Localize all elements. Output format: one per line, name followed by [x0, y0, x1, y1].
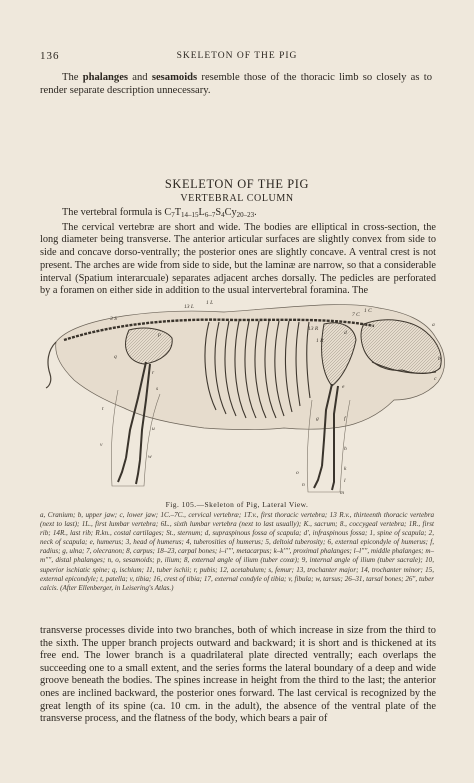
vertebral-text	[40, 207, 436, 298]
cervical-bold: cervical vertebræ	[81, 221, 155, 233]
intro-bold-phalanges: phalanges	[82, 72, 129, 83]
formula-s: S	[215, 207, 222, 218]
label-3s: 3 S	[110, 316, 117, 322]
label-o: o	[296, 470, 299, 476]
transverse-paragraph: transverse processes divide into two branches, both of which increase in size from the third to the sixth. The upper branch projects outward and backward; it is short and is thickened at its free end. The lower branch is a quadrilateral plate directed ventrally; each overlaps the succeeding one to a small extent, and the series forms the lateral boundary of a deep and wide groove beneath the bodies. The spines increase in height from the third to the last; the anterior ones are inclined backward, the posterior ones forward. The last cervical is recognized by the great length of its spine (ca. 10 cm. in the adult), the absence of the ventral plate of the transverse process, and the flatness of the body, which bears a pair of	[40, 625, 436, 725]
label-n: n	[302, 482, 305, 488]
section-title: SKELETON OF THE PIG	[164, 177, 310, 191]
label-1l: 1 L	[206, 300, 214, 306]
cervical-text: are short and wide. The bodies are elliptical in cross-section, the long diameter being transverse. The anterior articular surfaces are slightly convex from side to side and concave dorso-ventrally; the posterior ones are slightly concave. A ventral crest is not present. The arches are wide from side to side, but the laminæ are narrow, so that a considerable interval (Spatium interarcuale) separates adjacent arches dorsally. The pedicles are perforated by a foramen on either side in addition to the usual intervertebral foramina. The	[40, 221, 436, 297]
label-13r: 13 R	[308, 326, 319, 332]
label-7c: 7 C	[352, 312, 360, 318]
formula-t: T	[174, 207, 182, 218]
label-b: b	[438, 356, 441, 362]
label-s: s	[156, 386, 159, 392]
label-k: k	[344, 466, 347, 472]
formula-t-sub: 14–15	[181, 211, 199, 219]
label-13l: 13 L	[184, 304, 194, 310]
figure-caption: Fig. 105.—Skeleton of Pig, Lateral View.	[165, 500, 309, 509]
label-v: v	[100, 442, 103, 448]
formula-l-sub: 6–7	[204, 211, 216, 219]
intro-text-b: and	[128, 72, 152, 83]
label-m: m	[340, 490, 344, 496]
formula-cy-sub: 20–23	[236, 211, 255, 219]
formula-c-sub: 7	[171, 211, 175, 219]
label-e: e	[342, 384, 345, 390]
pig-skeleton-figure	[34, 290, 454, 500]
label-h: h	[344, 446, 347, 452]
label-1c: 1 C	[364, 308, 372, 314]
running-head	[40, 50, 434, 64]
figure-legend: a, Cranium; b, upper jaw; c, lower jaw; 1C.–7C., cervical vertebræ; 1T.v., first thoracic vertebra; 13 R.v., thirteenth thoracic vertebra (next to last); 1L., first lumbar vertebra; 6L., sixth lumbar vertebra (next to last usually); K., sacrum; 8., coccygeal vertebra; 1R., first rib; 14R., last rib; R.kn., costal cartilages; St., sternum; d, supraspinous fossa of scapula; d′, infraspinous fossa; 1, spine of scapula; 2, neck of scapula; e, humerus; 3, head of humerus; 4, tuberosities of humerus; 5, deltoid tuberosity; 6, external epicondyle of humerus; f, radius; g, ulna; 7, olecranon; 8, carpus; 18–23, carpal bones; i–i′′′′, metacarpus; k–k′′′′, proximal phalanges; l–l′′′′, middle phalanges; m–m′′′′, distal phalanges; n, o, sesamoids; p, ilium; 8, external angle of ilium (tuber coxæ); 9, internal angle of ilium (tuber sacrale); 10, superior ischiatic spine; q, ischium; 11, tuber ischii; r, pubis; 12, acetabulum; s, femur; 13, trochanter major; 14, trochanter minor; 15, external epicondyle; t, patella; v, tibia; 16, crest of tibia; 17, external condyle of tibia; v, fibula; w, tarsus; 26–31, tarsal bones; 26″, tuber calcis. (After Ellenberger, in Leisering's Atlas.)	[40, 511, 434, 592]
running-head-title: SKELETON OF THE PIG	[176, 51, 298, 61]
label-w: w	[148, 454, 152, 460]
label-r: r	[152, 370, 155, 376]
page-number: 136	[40, 50, 60, 62]
formula-bold: vertebral formula	[80, 207, 153, 218]
label-g: g	[316, 416, 319, 422]
formula-lead: The	[62, 207, 81, 218]
cervical-lead: The	[62, 221, 82, 233]
label-t: t	[102, 406, 104, 412]
label-p: p	[158, 332, 161, 338]
formula-cy: Cy	[224, 207, 237, 218]
label-1r: 1 R	[316, 338, 324, 344]
label-f: f	[344, 416, 346, 422]
intro-text-a: The	[62, 72, 83, 83]
label-q: q	[114, 354, 117, 360]
label-a: a	[432, 322, 435, 328]
formula-end: .	[254, 207, 257, 218]
label-d: d	[344, 330, 347, 336]
formula-mid: is C	[152, 207, 172, 218]
label-c: c	[434, 376, 437, 382]
section-subtitle: VERTEBRAL COLUMN	[180, 193, 294, 204]
intro-text-c: resemble those of the thoracic limb so closely as to render separate description unnecessary.	[40, 72, 432, 96]
label-l: l	[344, 478, 346, 484]
formula-s-sub: 4	[221, 211, 225, 219]
cervical-paragraph	[40, 222, 436, 298]
formula-l: L	[198, 207, 205, 218]
intro-bold-sesamoids: sesamoids	[151, 72, 198, 83]
tail	[46, 342, 56, 388]
label-u: u	[152, 426, 155, 432]
formula-line	[40, 207, 436, 222]
intro-paragraph	[40, 72, 432, 97]
